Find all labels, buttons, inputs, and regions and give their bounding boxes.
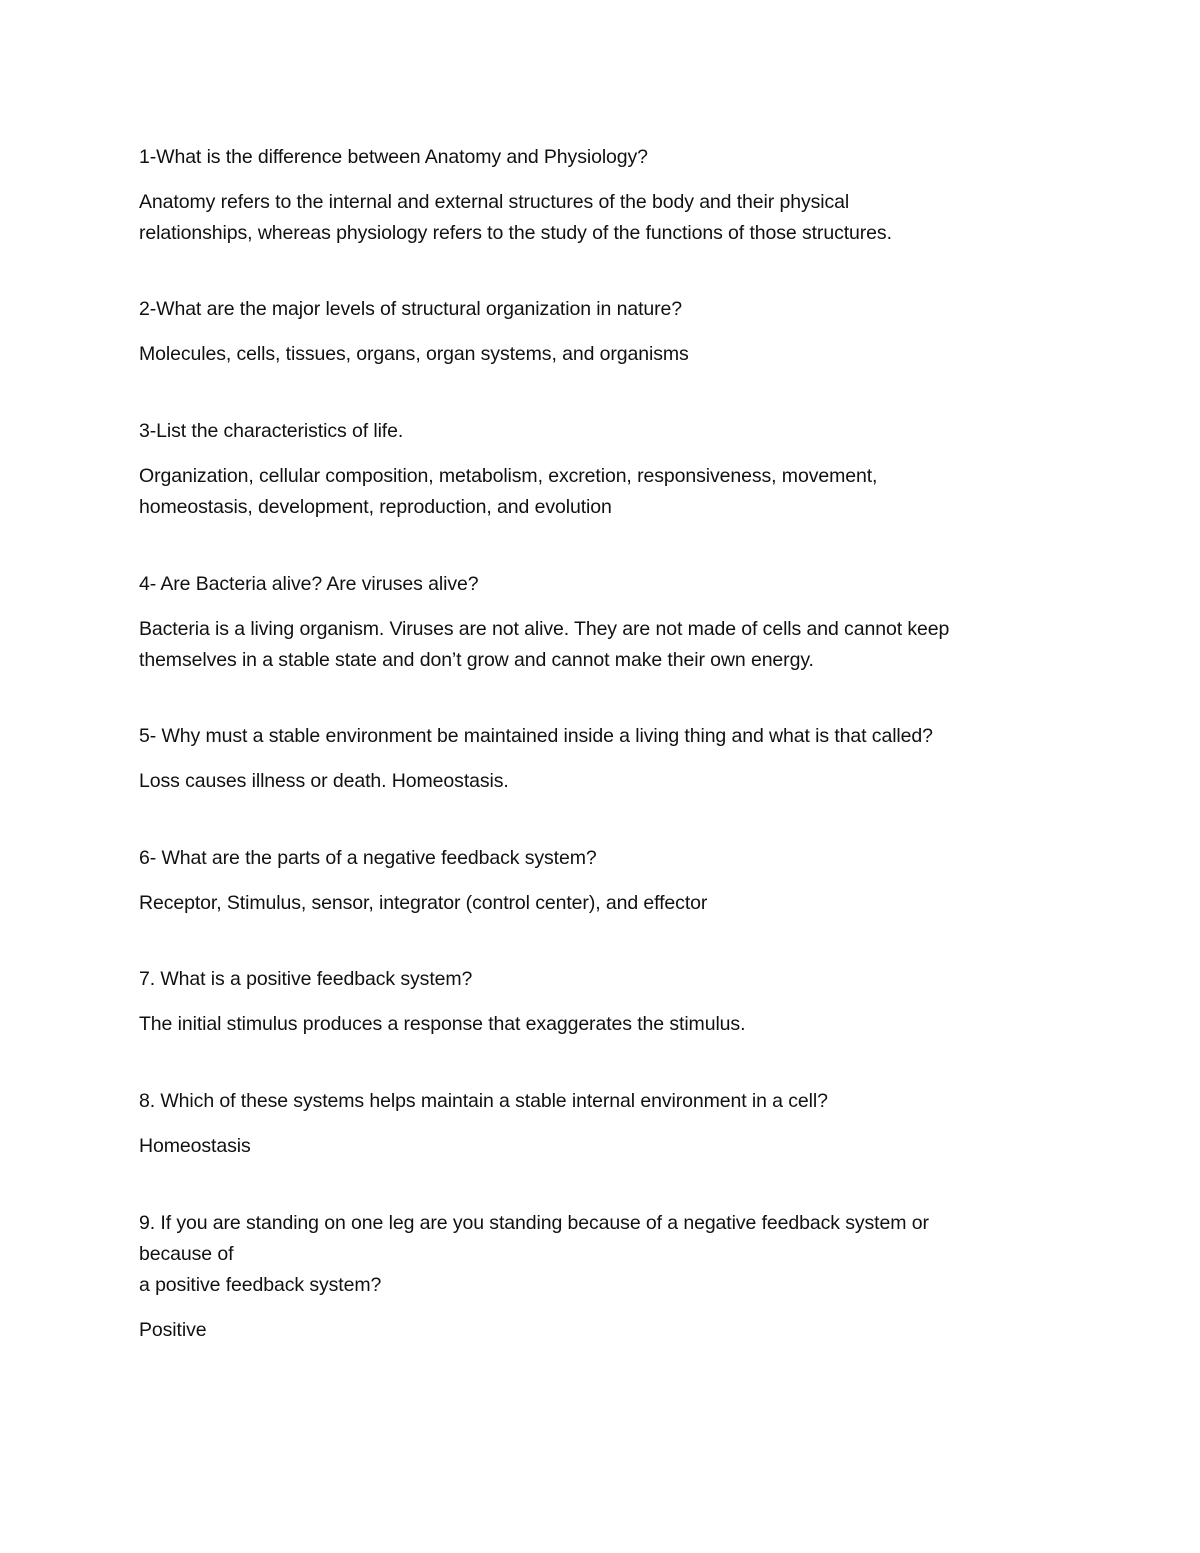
answer-7 bbox=[139, 1009, 1069, 1040]
answer-6 bbox=[139, 888, 1069, 919]
answer-1 bbox=[139, 187, 1069, 249]
answer-3 bbox=[139, 461, 1069, 523]
question-3: 3-List the characteristics of life. bbox=[139, 420, 404, 442]
answer-5 bbox=[139, 766, 1069, 797]
answer-6-line-1: Receptor, Stimulus, sensor, integrator (control center), and effector bbox=[139, 892, 708, 914]
answer-1-line-1: Anatomy refers to the internal and external structures of the body and their physical bbox=[139, 191, 850, 213]
question-4: 4- Are Bacteria alive? Are viruses alive? bbox=[139, 573, 479, 595]
qa-item-8 bbox=[139, 1086, 1069, 1162]
question-9-line-3: a positive feedback system? bbox=[139, 1274, 382, 1296]
qa-item-9 bbox=[139, 1208, 1069, 1346]
answer-9-line-1: Positive bbox=[139, 1319, 207, 1341]
qa-item-5 bbox=[139, 721, 1069, 797]
qa-item-7 bbox=[139, 964, 1069, 1040]
question-2: 2-What are the major levels of structural organization in nature? bbox=[139, 298, 683, 320]
answer-3-line-1: Organization, cellular composition, metabolism, excretion, responsiveness, movement, bbox=[139, 465, 878, 487]
qa-item-4 bbox=[139, 569, 1069, 676]
answer-5-line-1: Loss causes illness or death. Homeostasis. bbox=[139, 770, 509, 792]
answer-4-line-1: Bacteria is a living organism. Viruses are not alive. They are not made of cells and cannot keep bbox=[139, 618, 950, 640]
qa-item-2 bbox=[139, 294, 1069, 370]
question-8: 8. Which of these systems helps maintain a stable internal environment in a cell? bbox=[139, 1090, 828, 1112]
qa-item-6 bbox=[139, 843, 1069, 919]
question-6: 6- What are the parts of a negative feedback system? bbox=[139, 847, 597, 869]
question-9-line-1: 9. If you are standing on one leg are you standing because of a negative feedback system or bbox=[139, 1212, 929, 1234]
answer-4-line-2: themselves in a stable state and don’t grow and cannot make their own energy. bbox=[139, 649, 814, 671]
answer-2-line-1: Molecules, cells, tissues, organs, organ systems, and organisms bbox=[139, 343, 689, 365]
answer-3-line-2: homeostasis, development, reproduction, and evolution bbox=[139, 496, 612, 518]
question-5: 5- Why must a stable environment be maintained inside a living thing and what is that called? bbox=[139, 725, 933, 747]
answer-8 bbox=[139, 1131, 1069, 1162]
answer-8-line-1: Homeostasis bbox=[139, 1135, 251, 1157]
answer-9 bbox=[139, 1315, 1069, 1346]
answer-2 bbox=[139, 339, 1069, 370]
answer-7-line-1: The initial stimulus produces a response that exaggerates the stimulus. bbox=[139, 1013, 746, 1035]
answer-1-line-2: relationships, whereas physiology refers to the study of the functions of those structures. bbox=[139, 222, 892, 244]
question-7: 7. What is a positive feedback system? bbox=[139, 968, 473, 990]
question-1: 1-What is the difference between Anatomy and Physiology? bbox=[139, 146, 648, 168]
qa-item-3 bbox=[139, 416, 1069, 523]
question-9-line-2: because of bbox=[139, 1243, 234, 1265]
qa-item-1 bbox=[139, 142, 1069, 249]
answer-4 bbox=[139, 614, 1069, 676]
